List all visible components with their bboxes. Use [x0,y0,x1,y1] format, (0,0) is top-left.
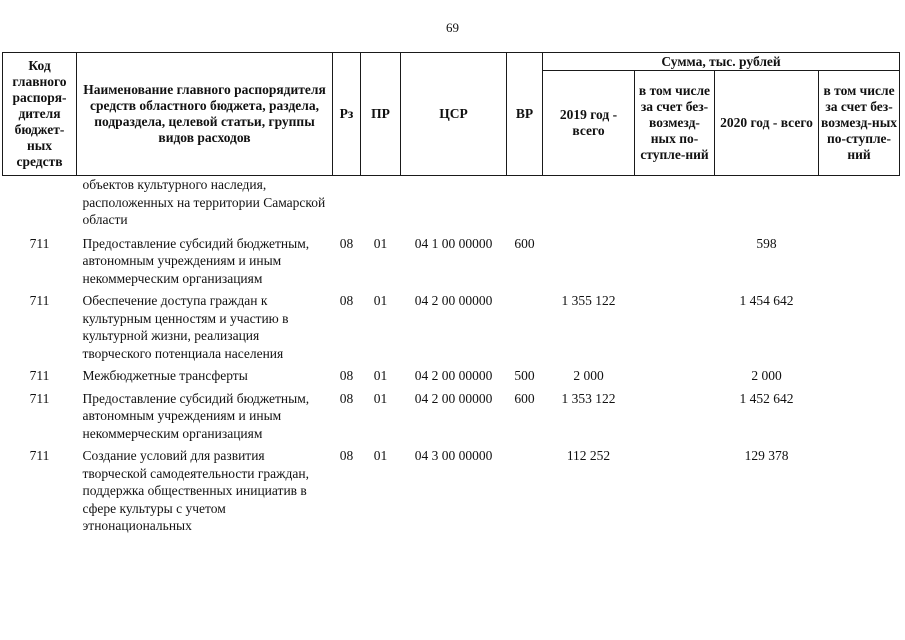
cell-rz: 08 [339,390,354,406]
cell-rz: 08 [339,368,354,383]
cell-rz: 08 [339,235,354,251]
cell-vr: 500 [514,368,535,383]
cell-code: 711 [29,448,50,463]
header-vr: ВР [507,53,543,176]
cell-csr: 04 2 00 00000 [414,293,493,308]
cell-incl-2020 [819,232,900,290]
cell-pr: 01 [373,368,388,383]
cell-vr [507,289,543,364]
table-row [3,232,900,290]
table-body [3,176,900,537]
cell-name: Обеспечение доступа граждан к культурным ценностям и участию в культурной жизни, реализация творческого потенциала населения [82,293,289,361]
budget-table [2,52,900,537]
cell-incl-2020 [819,364,900,387]
cell-incl-2019 [635,232,715,290]
cell-pr: 01 [373,448,388,463]
cell-pr: 01 [373,390,388,406]
header-incl-2020: в том числе за счет без-возмезд-ных по-ступле-ний [819,71,900,176]
cell-vr: 600 [514,390,535,406]
table-header [3,53,900,176]
cell-name: Межбюджетные трансферты [82,368,248,383]
cell-sum-2019: 1 355 122 [561,293,616,308]
cell-pr: 01 [373,235,388,251]
cell-name: Предоставление субсидий бюджетным, автономным учреждениям и иным некоммерческим организациям [82,390,310,441]
cell-name: Создание условий для развития творческой самодеятельности граждан, поддержка общественных инициатив в сфере культуры с учетом этнонациональных [82,448,309,533]
cell-pr: 01 [373,293,388,308]
cell-incl-2019 [635,387,715,445]
header-sum-group: Сумма, тыс. рублей [543,53,900,71]
header-sum-2019: 2019 год - всего [543,71,635,176]
cell-sum-2020: 2 000 [751,368,782,383]
continuation-row [3,176,900,232]
cell-csr: 04 2 00 00000 [414,368,493,383]
header-sum-2020: 2020 год - всего [715,71,819,176]
continuation-text: объектов культурного наследия, расположенных на территории Самарской области [82,177,326,227]
cell-csr: 04 1 00 00000 [414,235,493,251]
cell-vr [507,444,543,537]
cell-incl-2019 [635,364,715,387]
cell-rz: 08 [339,448,354,463]
table-row [3,364,900,387]
table-row [3,289,900,364]
table-row [3,444,900,537]
cell-incl-2020 [819,444,900,537]
cell-sum-2019 [543,232,635,290]
cell-code: 711 [29,235,50,251]
cell-sum-2020: 1 454 642 [739,293,794,308]
header-code: Код главного распоря-дителя бюджет-ных средств [3,53,77,176]
cell-code: 711 [29,390,50,406]
cell-csr: 04 2 00 00000 [414,390,493,406]
cell-sum-2019: 112 252 [566,448,611,463]
cell-csr: 04 3 00 00000 [414,448,493,463]
header-name: Наименование главного распорядителя средств областного бюджета, раздела, подраздела, целевой статьи, группы видов расходов [77,53,333,176]
header-incl-2019: в том числе за счет без-возмезд-ных по-ступле-ний [635,71,715,176]
cell-sum-2019: 1 353 122 [561,390,616,406]
cell-sum-2019: 2 000 [573,368,604,383]
header-rz: Рз [333,53,361,176]
header-pr: ПР [361,53,401,176]
cell-incl-2019 [635,444,715,537]
cell-rz: 08 [339,293,354,308]
cell-code: 711 [29,368,50,383]
cell-incl-2020 [819,387,900,445]
cell-sum-2020: 598 [756,235,777,251]
cell-name: Предоставление субсидий бюджетным, автономным учреждениям и иным некоммерческим организациям [82,235,310,286]
cell-sum-2020: 1 452 642 [739,390,794,406]
table-row [3,387,900,445]
header-csr: ЦСР [401,53,507,176]
cell-incl-2020 [819,289,900,364]
cell-incl-2019 [635,289,715,364]
cell-code: 711 [29,293,50,308]
cell-vr: 600 [514,235,535,251]
page-number: 69 [446,20,459,35]
cell-sum-2020: 129 378 [744,448,789,463]
